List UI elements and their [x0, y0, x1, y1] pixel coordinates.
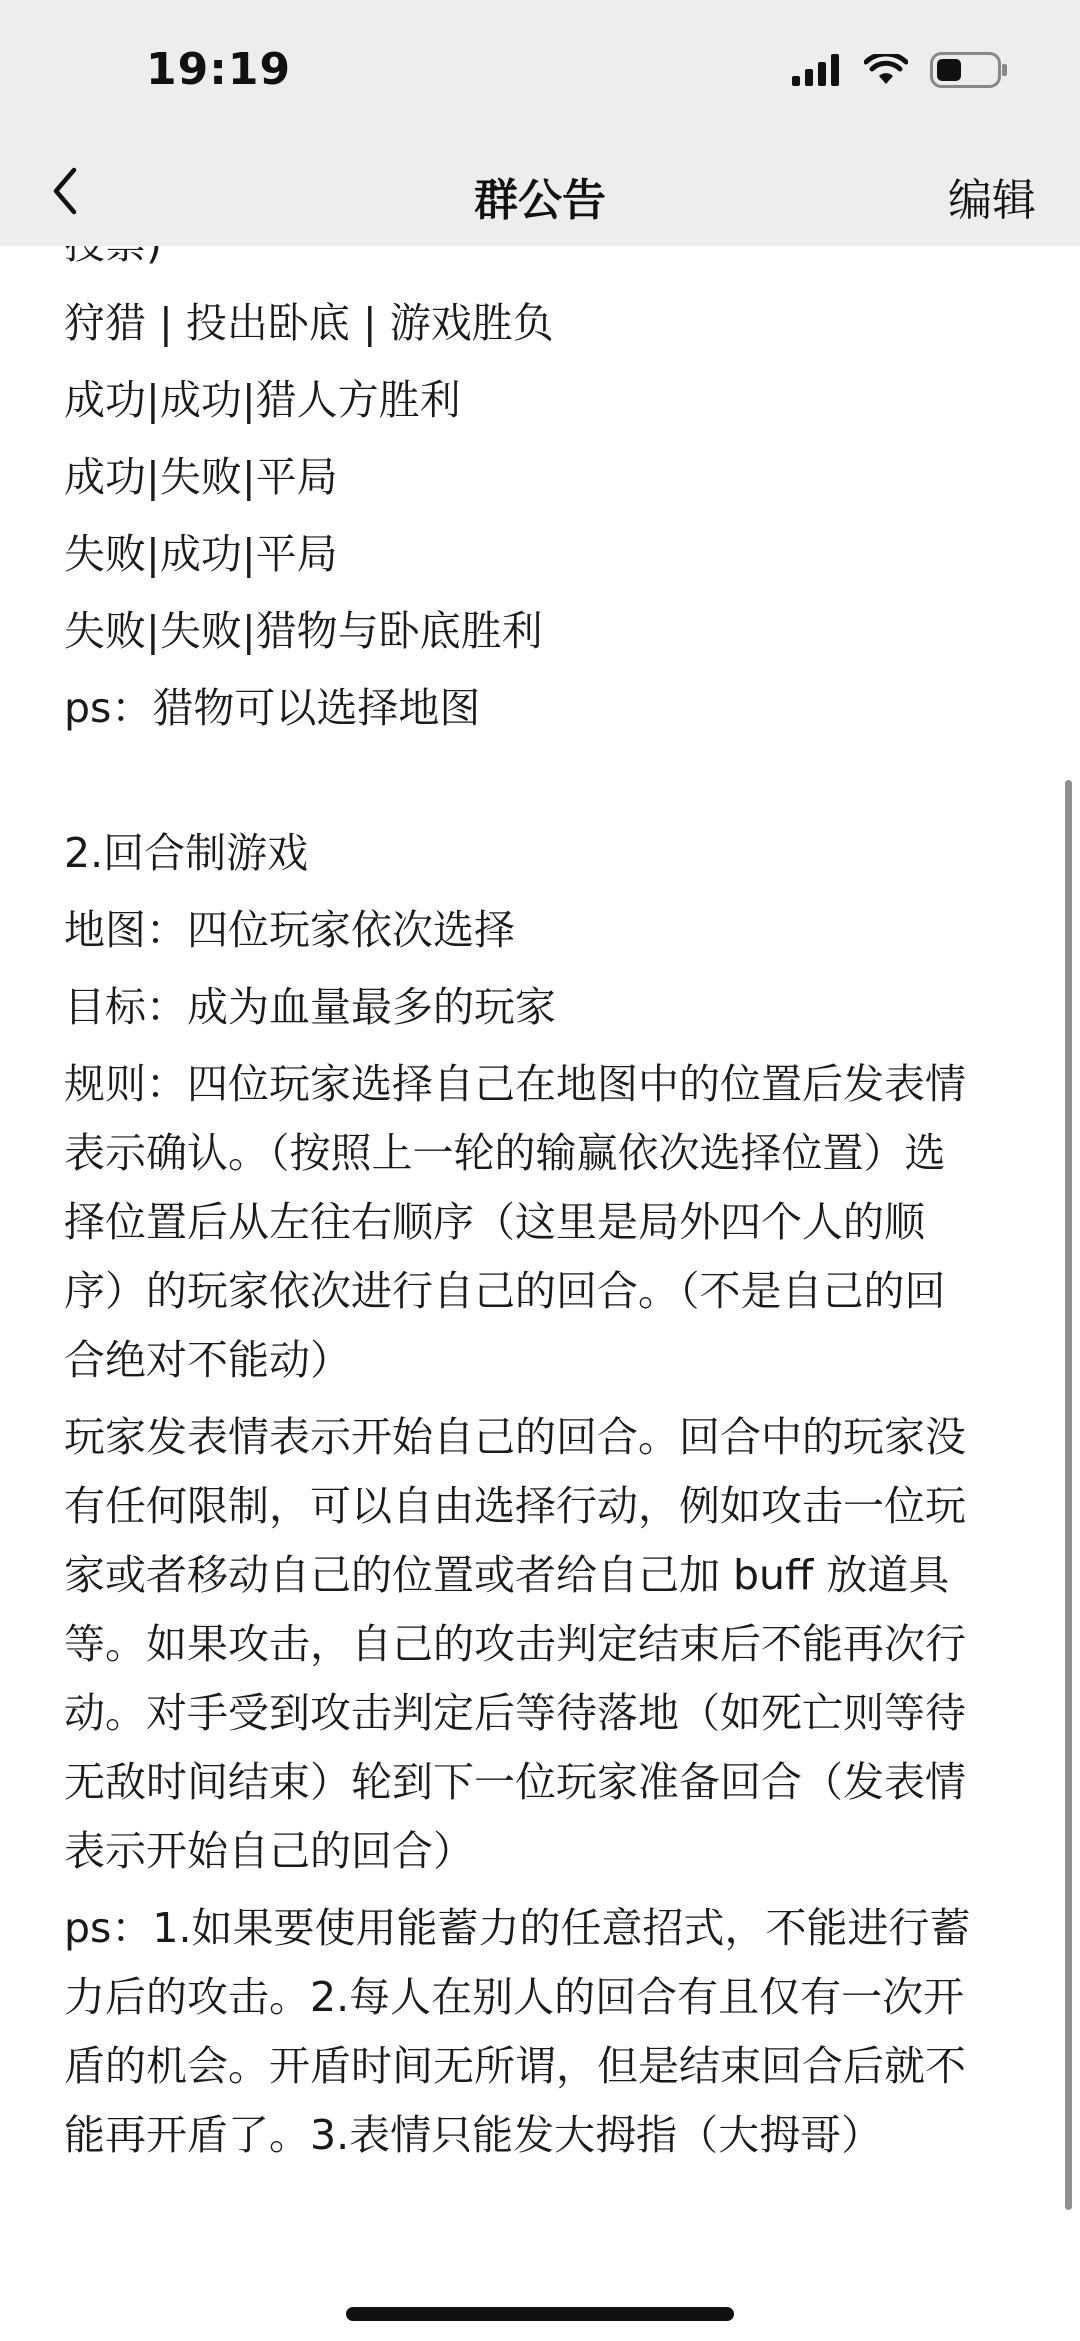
turn-paragraph [64, 1403, 1024, 1886]
text-line: ps：1.如果要使用能蓄力的任意招式，不能进行蓄 [64, 1904, 971, 1952]
status-time: 19:19 [146, 44, 292, 95]
text-line: 无敌时间结束）轮到下一位玩家准备回合（发表情 [64, 1758, 966, 1806]
section-title: 2.回合制游戏 [64, 829, 309, 877]
text-line: 表示确认。（按照上一轮的输赢依次选择位置）选 [64, 1129, 946, 1177]
table-header: 狩猎 | 投出卧底 | 游戏胜负 [64, 299, 554, 347]
map-line: 地图：四位玩家依次选择 [64, 906, 515, 954]
text-line: 等。如果攻击，自己的攻击判定结束后不能再次行 [64, 1620, 966, 1668]
text-line: 玩家发表情表示开始自己的回合。回合中的玩家没 [64, 1413, 966, 1461]
text-line: 有任何限制，可以自由选择行动，例如攻击一位玩 [64, 1482, 966, 1530]
goal-line: 目标：成为血量最多的玩家 [64, 983, 556, 1031]
top-bar [0, 0, 1080, 246]
text-line: 能再开盾了。3.表情只能发大拇指（大拇哥） [64, 2111, 883, 2159]
status-bar [0, 0, 1080, 140]
table-row: 失败|失败|猎物与卧底胜利 [64, 607, 543, 655]
text-line: 序）的玩家依次进行自己的回合。（不是自己的回 [64, 1267, 946, 1315]
wifi-icon [864, 54, 908, 90]
table-row: 成功|失败|平局 [64, 453, 338, 501]
text-line: 规则：四位玩家选择自己在地图中的位置后发表情 [64, 1060, 966, 1108]
edit-button[interactable]: 编辑 [948, 175, 1036, 226]
table-row: 失败|成功|平局 [64, 530, 338, 578]
ps-note: ps：猎物可以选择地图 [64, 684, 481, 732]
announcement-content [64, 210, 1024, 2170]
ps-paragraph [64, 1894, 1024, 2170]
text-line: 表示开始自己的回合） [64, 1827, 474, 1875]
status-icons [792, 52, 1008, 92]
text-line: 盾的机会。开盾时间无所谓，但是结束回合后就不 [64, 2042, 966, 2090]
text-line: 择位置后从左往右顺序（这里是局外四个人的顺 [64, 1198, 925, 1246]
battery-icon [930, 52, 1008, 92]
page-title: 群公告 [474, 175, 606, 226]
rules-paragraph [64, 1050, 1024, 1395]
text-line: 合绝对不能动） [64, 1336, 351, 1384]
table-row: 成功|成功|猎人方胜利 [64, 376, 461, 424]
nav-bar [0, 140, 1080, 246]
signal-icon [792, 54, 842, 90]
blank-line [64, 743, 1024, 811]
text-line: 动。对手受到攻击判定后等待落地（如死亡则等待 [64, 1689, 966, 1737]
scrollbar[interactable] [1065, 780, 1072, 2210]
text-line: 家或者移动自己的位置或者给自己加 buff 放道具 [64, 1551, 950, 1599]
text-line: 力后的攻击。2.每人在别人的回合有且仅有一次开 [64, 1973, 965, 2021]
home-indicator[interactable] [346, 2307, 734, 2321]
